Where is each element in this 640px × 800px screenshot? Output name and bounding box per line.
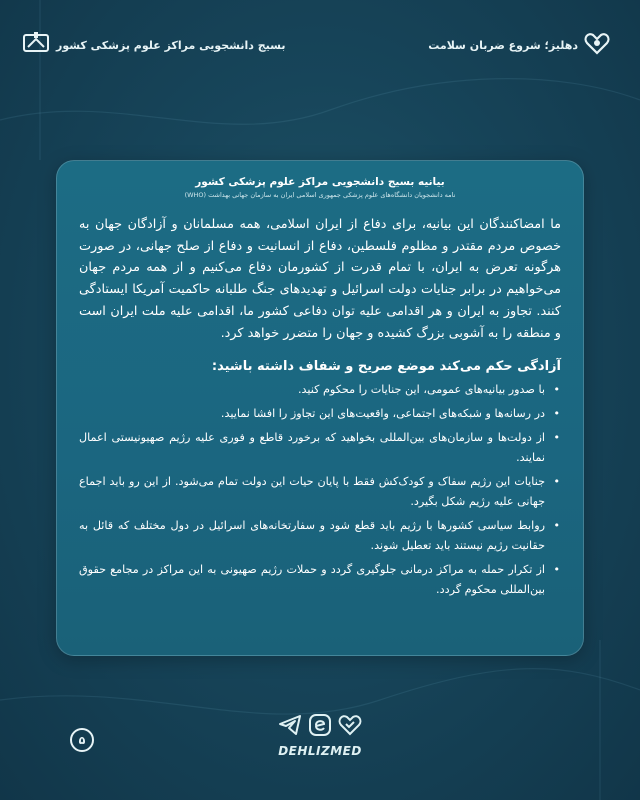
header-right-brand — [428, 30, 610, 60]
statement-card — [56, 160, 584, 656]
bullet-icon: • — [553, 475, 560, 489]
list-item — [79, 472, 561, 512]
bullet-icon: • — [553, 383, 560, 397]
list-item-text: با صدور بیانیه‌های عمومی، این جنایات را محکوم کنید. — [297, 383, 545, 397]
footer-brand — [260, 714, 380, 774]
list-item-text: روابط سیاسی کشورها با رژیم باید قطع شود و سفارتخانه‌های اسرائیل در دول مختلف که قائل به حقانیت رژیم نیستند باید تعطیل شوند. — [79, 519, 545, 553]
statement-intro: ما امضاکنندگان این بیانیه، برای دفاع از ایران اسلامی، همه مسلمانان و آزادگان جهان به خصوص مردم مقتدر و مظلوم فلسطین، دفاع از انسانیت و دفاع از صلح جهانی، در صورت هرگونه تعرض به ایران، با تمام قدرت از کشورمان دفاع می‌کنیم و از همه مردم جهان می‌خواهیم در برابر جنایات دولت اسرائیل و تهدیدهای جنگ طلبانه حاکمیت آمریکا ایستادگی کنند. تجاوز به ایران و هر اقدامی علیه توان دفاعی کشور ما، اقدامی علیه ملت ایران است و منطقه را به آشوبی بزرگ کشیده و جهان را متضرر خواهد کرد. — [79, 217, 561, 341]
list-item — [79, 380, 561, 400]
statement-subtitle: نامه دانشجویان دانشگاه‌های علوم پزشکی جمهوری اسلامی ایران به سازمان جهانی بهداشت (WHO) — [184, 191, 456, 199]
list-item-text: از دولت‌ها و سازمان‌های بین‌المللی بخواهید که برخورد قاطع و فوری علیه رژیم صهیونیستی اعمال نمایند. — [79, 431, 545, 465]
basij-logo-icon — [22, 31, 50, 59]
statement-title: بیانیه بسیج دانشجویی مراکز علوم پزشکی کشور — [195, 176, 445, 188]
list-item — [79, 428, 561, 468]
bullet-icon: • — [553, 563, 560, 577]
list-item — [79, 560, 561, 600]
eitaa-icon[interactable] — [308, 714, 332, 740]
header-bar — [0, 30, 640, 60]
list-item — [79, 404, 561, 424]
demands-list — [79, 380, 561, 600]
list-item-text: از تکرار حمله به مراکز درمانی جلوگیری گردد و حملات رژیم صهیونی به این مراکز در مجامع حقوق بین‌المللی محکوم گردد. — [79, 563, 545, 597]
page-number: ۵ — [70, 728, 94, 752]
demands-heading: آزادگی حکم می‌کند موضع صریح و شفاف داشته باشید: — [211, 359, 561, 375]
bullet-icon: • — [553, 519, 560, 533]
header-right-title: دهلیز؛ شروع ضربان سلامت — [428, 38, 578, 52]
header-left-brand — [22, 30, 285, 60]
list-item — [79, 516, 561, 556]
header-left-title: بسیج دانشجویی مراکز علوم پزشکی کشور — [56, 38, 286, 52]
telegram-icon[interactable] — [278, 714, 302, 740]
bale-heart-icon[interactable] — [338, 714, 362, 740]
bullet-icon: • — [553, 407, 560, 421]
list-item-text: در رسانه‌ها و شبکه‌های اجتماعی، واقعیت‌های این تجاوز را افشا نمایید. — [220, 407, 545, 421]
dehliz-heart-logo-icon — [584, 31, 610, 59]
list-item-text: جنایات این رژیم سفاک و کودک‌کش فقط با پایان حیات این دولت تمام می‌شود. از این رو باید اجماع جهانی علیه رژیم شکل بگیرد. — [79, 475, 545, 509]
footer-brand-text: DEHLIZMED — [278, 744, 362, 758]
bullet-icon: • — [553, 431, 560, 445]
footer-icons — [260, 714, 380, 740]
